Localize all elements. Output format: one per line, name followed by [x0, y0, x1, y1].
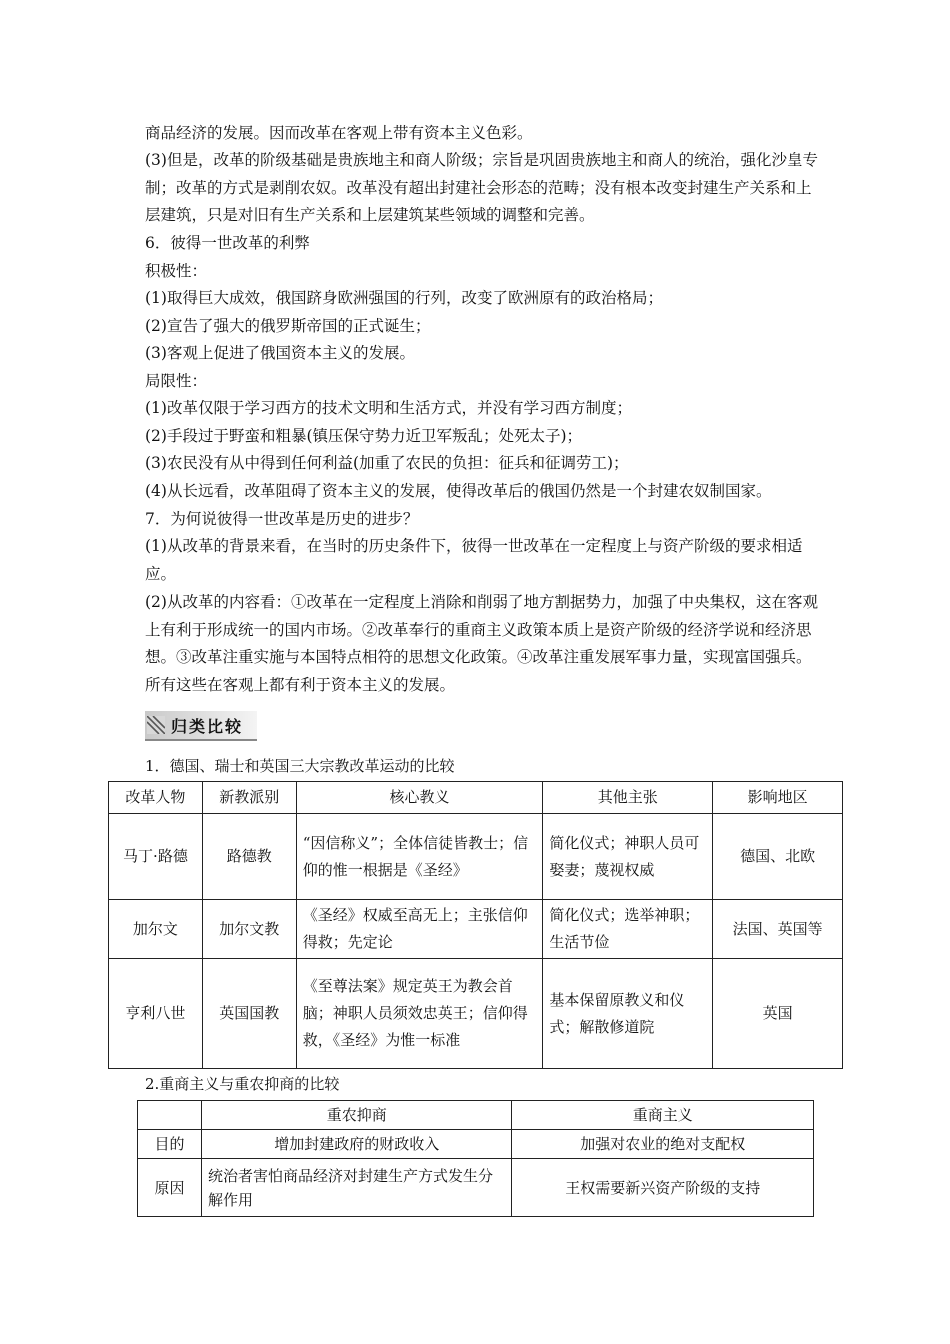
heading-peter-pros-cons: 6．彼得一世改革的利弊 [145, 234, 310, 252]
table-cell: 目的 [138, 1130, 202, 1159]
table-cell: 王权需要新兴资产阶级的支持 [512, 1159, 814, 1217]
table-row [109, 814, 843, 900]
section-heading [145, 711, 257, 741]
table-cell: 《圣经》权威至高无上；主张信仰得救；先定论 [296, 900, 543, 959]
table-cell: 《至尊法案》规定英王为教会首脑；神职人员须效忠英王；信仰得救，《圣经》为惟一标准 [296, 959, 543, 1069]
table-cell: 简化仪式；神职人员可娶妻；蔑视权威 [543, 814, 713, 900]
header-cell: 重商主义 [512, 1101, 814, 1130]
list-item: (2)宣告了强大的俄罗斯帝国的正式诞生； [145, 317, 431, 335]
table2-caption: 2.重商主义与重农抑商的比较 [145, 1075, 340, 1093]
header-cell: 重农抑商 [201, 1101, 512, 1130]
list-item: (1)取得巨大成效，俄国跻身欧洲强国的行列，改变了欧洲原有的政治格局； [145, 289, 663, 307]
heading-why-progress: 7．为何说彼得一世改革是历史的进步？ [145, 510, 419, 528]
list-item: (1)改革仅限于学习西方的技术文明和生活方式，并没有学习西方制度； [145, 399, 632, 417]
list-item: (3)农民没有从中得到任何利益(加重了农民的负担：征兵和征调劳工)； [145, 454, 629, 472]
table-cell: 马丁·路德 [109, 814, 203, 900]
list-item: (2)手段过于野蛮和粗暴(镇压保守势力近卫军叛乱；处死太子)； [145, 427, 583, 445]
table-header-row [138, 1101, 814, 1130]
table-row [138, 1130, 814, 1159]
table-cell: 增加封建政府的财政收入 [201, 1130, 512, 1159]
header-cell: 改革人物 [109, 782, 203, 814]
list-item: (1)从改革的背景来看，在当时的历史条件下，彼得一世改革在一定程度上与资产阶级的要求相适应。 [145, 537, 803, 583]
section-heading-label: 归类比较 [171, 717, 244, 736]
table-cell: 基本保留原教义和仪式；解散修道院 [543, 959, 713, 1069]
diagonal-hatch-icon [147, 716, 165, 734]
table-header-row [109, 782, 843, 814]
table-cell: “因信称义”；全体信徒皆教士；信仰的惟一根据是《圣经》 [296, 814, 543, 900]
table-cell: 英国国教 [202, 959, 296, 1069]
table-cell: 加强对农业的绝对支配权 [512, 1130, 814, 1159]
header-cell: 核心教义 [296, 782, 543, 814]
table-cell: 加尔文教 [202, 900, 296, 959]
paragraph-reform-nature: (3)但是，改革的阶级基础是贵族地主和商人阶级；宗旨是巩固贵族地主和商人的统治，强化沙皇专制；改革的方式是剥削农奴。改革没有超出封建社会形态的范畴；没有根本改变封建生产关系和上层建筑，只是对旧有生产关系和上层建筑某些领域的调整和完善。 [145, 151, 818, 224]
table-cell: 亨利八世 [109, 959, 203, 1069]
header-cell: 影响地区 [713, 782, 843, 814]
table-row [138, 1159, 814, 1217]
table-row [109, 900, 843, 959]
table-cell: 法国、英国等 [713, 900, 843, 959]
table-cell: 德国、北欧 [713, 814, 843, 900]
table-cell: 原因 [138, 1159, 202, 1217]
table-cell: 简化仪式；选举神职；生活节俭 [543, 900, 713, 959]
list-item: (4)从长远看，改革阻碍了资本主义的发展，使得改革后的俄国仍然是一个封建农奴制国家。 [145, 482, 772, 500]
label-positive: 积极性： [145, 262, 208, 280]
table-cell: 路德教 [202, 814, 296, 900]
header-cell: 其他主张 [543, 782, 713, 814]
religious-reform-table [108, 781, 843, 1069]
table-row [109, 959, 843, 1069]
header-cell: 新教派别 [202, 782, 296, 814]
list-item: (3)客观上促进了俄国资本主义的发展。 [145, 344, 415, 362]
header-cell [138, 1101, 202, 1130]
table-cell: 英国 [713, 959, 843, 1069]
table1-caption: 1．德国、瑞士和英国三大宗教改革运动的比较 [145, 757, 455, 775]
list-item: (2)从改革的内容看：①改革在一定程度上消除和削弱了地方割据势力，加强了中央集权，这在客观上有利于形成统一的国内市场。②改革奉行的重商主义政策本质上是资产阶级的经济学说和经济思想。③改革注重实施与本国特点相符的思想文化政策。④改革注重发展军事力量，实现富国强兵。所有这些在客观上都有利于资本主义的发展。 [145, 593, 818, 694]
table-cell: 统治者害怕商品经济对封建生产方式发生分解作用 [201, 1159, 512, 1217]
mercantilism-table [137, 1100, 814, 1217]
table-cell: 加尔文 [109, 900, 203, 959]
text-line: 商品经济的发展。因而改革在客观上带有资本主义色彩。 [145, 124, 533, 142]
label-limitations: 局限性： [145, 372, 208, 390]
